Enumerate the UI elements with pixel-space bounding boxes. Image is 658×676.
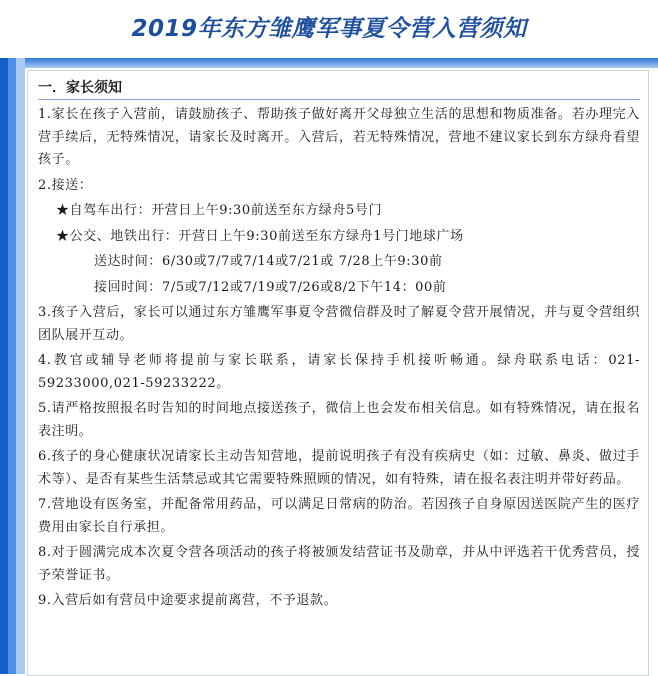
notice-item-2: 2.接送：: [38, 177, 93, 193]
drop-off-time: 送达时间：6/30或7/7或7/14或7/21或 7/28上午9:30前: [94, 254, 443, 269]
decorative-top-stripe: [0, 58, 658, 68]
notice-item-1: 1.家长在孩子入营前，请鼓励孩子、帮助孩子做好离开父母独立生活的思想和物质准备。若办理完入营手续后，无特殊情况，请家长及时离开。入营后，若无特殊情况，营地不建议家长到东方绿舟看望孩子。: [38, 107, 640, 167]
notice-item-6: 6.孩子的身心健康状况请家长主动告知营地，提前说明孩子有没有疾病史（如：过敏、鼻炎、做过手术等）、是否有某些生活禁忌或其它需要特殊照顾的情况，如有特殊，请在报名表注明并带好药品。: [38, 449, 640, 487]
notice-item-9: 9.入营后如有营员中途要求提前离营，不予退款。: [38, 593, 338, 608]
notice-item-3: 3.孩子入营后，家长可以通过东方雏鹰军事夏令营微信群及时了解夏令营开展情况，并与夏令营组织团队展开互动。: [38, 305, 640, 343]
transport-bus: ★公交、地铁出行：开营日上午9:30前送至东方绿舟1号门地球广场: [56, 228, 464, 244]
notice-panel: [27, 70, 649, 676]
pick-up-time: 接回时间：7/5或7/12或7/19或7/26或8/2下午14：00前: [94, 279, 447, 295]
notice-item-7: 7.营地设有医务室，并配备常用药品，可以满足日常病的防治。若因孩子自身原因送医院产生的医疗费用由家长自行承担。: [38, 497, 640, 535]
header-banner: [0, 0, 658, 56]
transport-car: ★自驾车出行：开营日上午9:30前送至东方绿舟5号门: [56, 203, 383, 218]
section-title: 一．家长须知: [38, 77, 640, 100]
notice-item-5: 5.请严格按照报名时告知的时间地点接送孩子，微信上也会发布相关信息。如有特殊情况，请在报名表注明。: [38, 401, 640, 439]
notice-item-8: 8.对于圆满完成本次夏令营各项活动的孩子将被颁发结营证书及勋章，并从中评选若干优秀营员，授予荣誉证书。: [38, 545, 640, 583]
page-title: 2019年东方雏鹰军事夏令营入营须知: [131, 16, 527, 42]
notice-item-4: 4.教官或辅导老师将提前与家长联系，请家长保持手机接听畅通。绿舟联系电话：021-59233000,021-59233222。: [38, 353, 640, 391]
decorative-side-stripe: [0, 58, 25, 674]
